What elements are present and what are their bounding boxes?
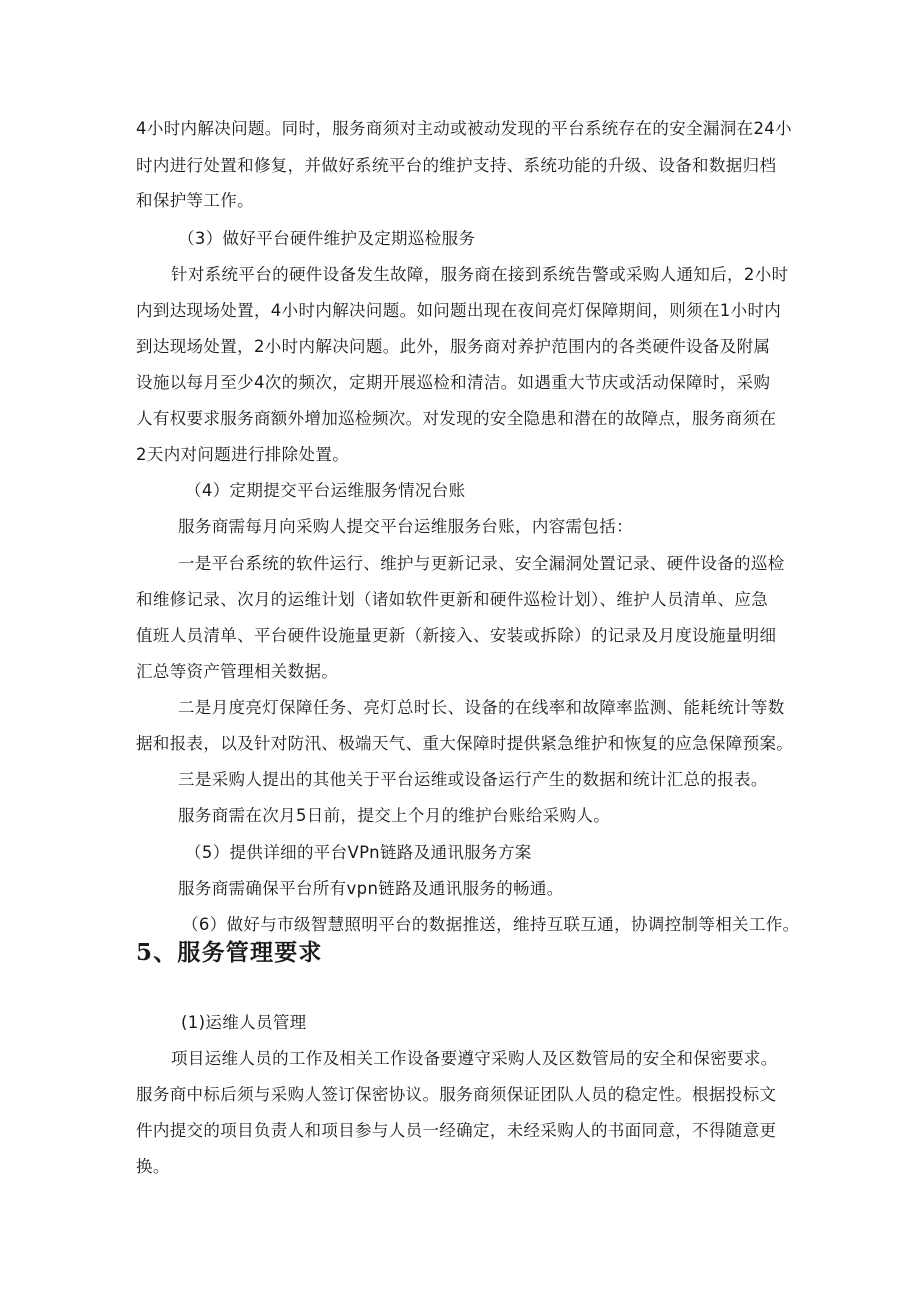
- paragraph-line: 二是月度亮灯保障任务、亮灯总时长、设备的在线率和故障率监测、能耗统计等数: [178, 698, 785, 717]
- sub-1-title: (1)运维人员管理: [181, 1013, 307, 1032]
- paragraph-line: 件内提交的项目负责人和项目参与人员一经确定，未经采购人的书面同意，不得随意更: [136, 1121, 777, 1140]
- paragraph-line: 汇总等资产管理相关数据。: [136, 662, 339, 681]
- paragraph-line: 值班人员清单、平台硬件设施量更新（新接入、安装或拆除）的记录及月度设施量明细: [136, 626, 777, 645]
- paragraph-line: 一是平台系统的软件运行、维护与更新记录、安全漏洞处置记录、硬件设备的巡检: [178, 554, 785, 573]
- paragraph-line: 人有权要求服务商额外增加巡检频次。对发现的安全隐患和潜在的故障点，服务商须在: [136, 409, 777, 428]
- paragraph-line: 项目运维人员的工作及相关工作设备要遵守采购人及区数管局的安全和保密要求。: [171, 1049, 778, 1068]
- paragraph-line: 服务商中标后须与采购人签订保密协议。服务商须保证团队人员的稳定性。根据投标文: [136, 1085, 777, 1104]
- item-4-title: （4）定期提交平台运维服务情况台账: [185, 481, 466, 500]
- paragraph-line: 针对系统平台的硬件设备发生故障，服务商在接到系统告警或采购人通知后，2小时: [171, 265, 789, 284]
- item-3-title: （3）做好平台硬件维护及定期巡检服务: [178, 229, 476, 248]
- paragraph-line: 换。: [136, 1157, 170, 1176]
- paragraph-item-4-intro: 服务商需每月向采购人提交平台运维服务台账，内容需包括：: [178, 517, 633, 536]
- paragraph-deadline: 服务商需在次月5日前，提交上个月的维护台账给采购人。: [178, 806, 611, 825]
- paragraph-line: 和保护等工作。: [136, 191, 254, 210]
- paragraph-line: 内到达现场处置，4小时内解决问题。如问题出现在夜间亮灯保障期间，则须在1小时内: [136, 301, 782, 320]
- item-6-line: （6）做好与市级智慧照明平台的数据推送，维持互联互通，协调控制等相关工作。: [182, 915, 800, 934]
- paragraph-line: 设施以每月至少4次的频次，定期开展巡检和清洁。如遇重大节庆或活动保障时，采购: [136, 373, 771, 392]
- paragraph-line: 到达现场处置，2小时内解决问题。此外，服务商对养护范围内的各类硬件设备及附属: [136, 337, 771, 356]
- paragraph-third-point: 三是采购人提出的其他关于平台运维或设备运行产生的数据和统计汇总的报表。: [178, 770, 768, 789]
- paragraph-line: 4小时内解决问题。同时，服务商须对主动或被动发现的平台系统存在的安全漏洞在24小: [136, 119, 792, 138]
- paragraph-line: 和维修记录、次月的运维计划（诸如软件更新和硬件巡检计划）、维护人员清单、应急: [136, 590, 769, 609]
- paragraph-item-5: 服务商需确保平台所有vpn链路及通讯服务的畅通。: [178, 879, 564, 898]
- paragraph-line: 时内进行处置和修复，并做好系统平台的维护支持、系统功能的升级、设备和数据归档: [136, 156, 777, 175]
- section-5-heading: 5、服务管理要求: [136, 939, 323, 966]
- item-5-title: （5）提供详细的平台VPn链路及通讯服务方案: [185, 843, 532, 862]
- paragraph-line: 据和报表，以及针对防汛、极端天气、重大保障时提供紧急维护和恢复的应急保障预案。: [136, 734, 794, 753]
- paragraph-line: 2天内对问题进行排除处置。: [136, 445, 350, 464]
